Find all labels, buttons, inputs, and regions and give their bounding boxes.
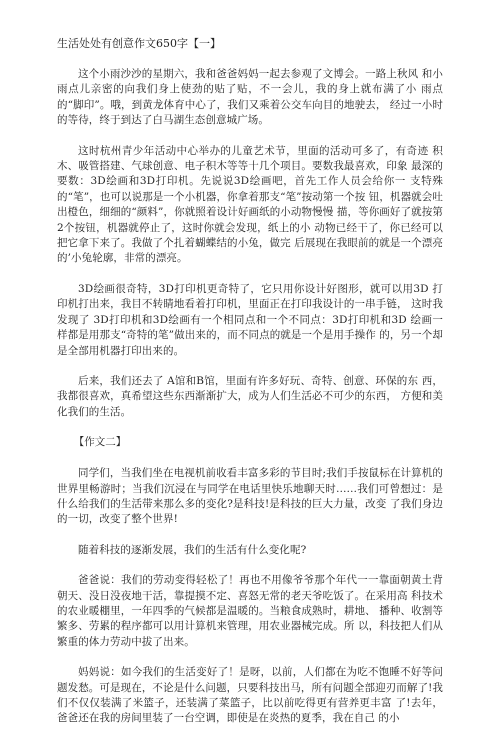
paragraph: 这个小雨沙沙的星期六，我和爸爸妈妈一起去参观了文博会。一路上秋风 和小雨点儿亲密的向我们身上使劲的贴了贴，不一会儿，我的身上就布满了小 雨点的“脚印”。哦，到黄龙体育中心了，我们又乘着公交车向目的地驶去， 经过一小时的等待，终于到达了白马湖生态创意城广场。 xyxy=(57,68,443,127)
document-title: 生活处处有创意作文650字【一】 xyxy=(57,37,221,50)
paragraph: 爸爸说：我们的劳动变得轻松了！再也不用像爷爷那个年代一一靠面朝黄土背朝天、没日没夜地干活，靠提摸不定、喜怒无常的老天爷吃饭了。在采用高 科技术的农业暖棚里，一年四季的气候都是温暖的。当粮食成熟时，耕地、 播种、收割等繁多、劳累的程序都可以用计算机来管理，用农业器械完成。所 以，科技把人们从繁重的体力劳动中拔了出来。 xyxy=(57,574,443,648)
paragraph: 随着科技的逐渐发展，我们的生活有什么变化呢? xyxy=(78,543,307,556)
document-page xyxy=(57,36,443,726)
paragraph: 同学们，当我们坐在电视机前收看丰富多彩的节目时;我们手按鼠标在计算机的世界里畅游时；当我们沉浸在与同学在电话里快乐地聊天时……我们可曾想过：是什么给我们的生活带来那么多的变化?是科技!是科技的巨大力量，改变 了我们身边的一切，改变了整个世界! xyxy=(57,467,443,526)
paragraph: 3D绘画很奇特，3D打印机更奇特了，它只用你设计好图形，就可以用3D 打印机打出来，我目不转睛地看着打印机，里面正在打印我设计的一串手链， 这时我发现了 3D打印机和3D绘画有一个相同点和一个不同点：3D打印机和3D 绘画一样都是用那支“奇特的笔”做出来的，而不同点的就是一个是用手操作 的，另一个却是全部用机器打印出来的。 xyxy=(57,282,443,357)
paragraph: 妈妈说：如今我们的生活变好了！是呀，以前，人们都在为吃不饱睡不好等问题发愁。可是现在，不论是什么问题，只要科技出马，所有问题全部迎刃而解了!我们不仅仅装满了米篮子，还装满了菜篮子，比以前吃得更有营养更丰富 了!去年，爸爸还在我的房间里装了一台空调，即使是在炎热的夏季，我在自己 的小 xyxy=(57,666,443,725)
paragraph: 这时杭州青少年活动中心举办的儿童艺术节，里面的活动可多了，有奇迹 积木、吸管搭建、气球创意、电子积木等等十几个项目。要数我最喜欢，印象 最深的要数：3D绘画和3D打印机。先说说3D绘画吧，首先工作人员会给你一 支特殊的“笔”，也可以说那是一个小机器，你拿着那支“笔”按动第一个按 钮，机器就会吐出橙色，细细的“颜料”，你就照着设计好画纸的小动物慢慢 描，等你画好了就按第2个按钮，机器就停止了，这时你就会发现，纸上的小 动物已经干了，你已经可以把它拿下来了。我做了个扎着蝴蝶结的小兔，做完 后展现在我眼前的就是一个漂亮的’小兔轮廓，非常的漂亮。 xyxy=(57,144,443,265)
paragraph: 后来，我们还去了 A馆和B馆，里面有许多好玩、奇特、创意、环保的东 西，我都很喜欢，真希望这些东西渐渐扩大，成为人们生活必不可少的东西， 方便和美化我们的生活。 xyxy=(57,374,443,418)
section-heading: 【作文二】 xyxy=(73,436,127,449)
